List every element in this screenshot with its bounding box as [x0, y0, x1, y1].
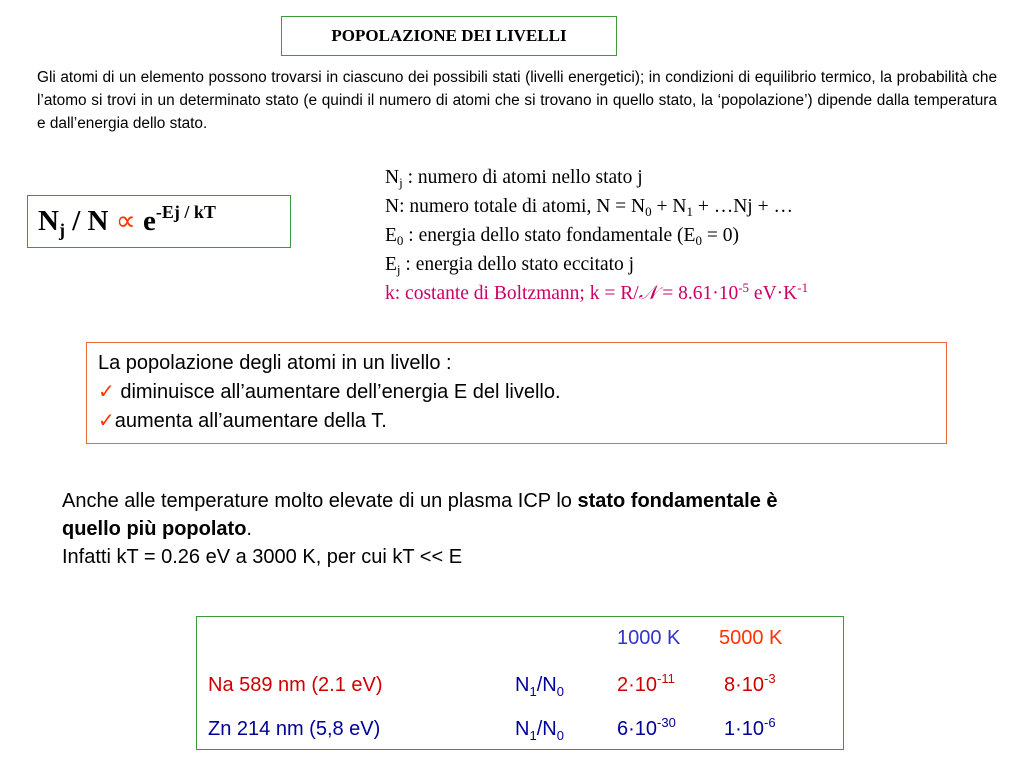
column-header-5000k: 5000 K — [719, 627, 783, 649]
proportional-symbol: ∝ — [115, 206, 136, 237]
definitions-list — [385, 163, 1005, 308]
row-ratio-na: $N_1/N_0$ — [515, 674, 564, 699]
list-item: ✓ diminuisce all’aumentare dell’energia E del livello. — [98, 381, 561, 403]
column-header-1000k: 1000 K — [617, 627, 681, 649]
boltzmann-formula: $N_j / N \propto e^{-Ej / kT}$ — [27, 195, 291, 248]
row-element-na: Na 589 nm (2.1 eV) — [208, 674, 383, 696]
population-heading: La popolazione degli atomi in un livello : — [98, 352, 452, 374]
plasma-paragraph: Anche alle temperature molto elevate di un plasma ICP lo stato fondamentale è quello più popolato. Infatti kT = 0.26 eV a 3000 K, per cui kT << E — [62, 490, 778, 568]
row-value-zn-1000k: $6\cdot 10^{-30}$ — [617, 715, 676, 740]
row-value-zn-5000k: $1\cdot 10^{-6}$ — [724, 715, 776, 740]
definition-nj: $N_j$ : numero di atomi nello stato j — [385, 167, 643, 190]
page-title: POPOLAZIONE DEI LIVELLI — [281, 16, 617, 56]
row-value-na-5000k: $8\cdot 10^{-3}$ — [724, 671, 776, 696]
definition-boltzmann-constant: k: costante di Boltzmann; k = R/𝒩 = $8.61\cdot 10^{-5}$ $eV\cdot K^{-1}$ — [385, 280, 809, 304]
definition-e0: $E_0$ : energia dello stato fondamentale $(E_0 = 0)$ — [385, 225, 739, 248]
definition-n: N: numero totale di atomi, $N = N_0 + N_1$ + …Nj + … — [385, 196, 793, 219]
row-element-zn: Zn 214 nm (5,8 eV) — [208, 718, 381, 740]
list-item: ✓aumenta all’aumentare della T. — [98, 410, 387, 432]
row-value-na-1000k: $2\cdot 10^{-11}$ — [617, 671, 675, 696]
intro-paragraph: Gli atomi di un elemento possono trovarsi in ciascuno dei possibili stati (livelli energetici); in condizioni di equilibrio termico, la probabilità che l’atomo si trovi in un determinato stato (e quindi il numero di atomi che si trovano in quello stato, la ‘popolazione’) dipende dalla temperatura e dall’energia dello stato. — [37, 69, 997, 132]
check-icon: ✓ — [98, 410, 115, 432]
population-ratio-table — [196, 616, 844, 750]
population-box — [86, 342, 947, 444]
definition-ej: $E_j$ : energia dello stato eccitato j — [385, 254, 635, 277]
row-ratio-zn: $N_1/N_0$ — [515, 718, 564, 743]
check-icon: ✓ — [98, 381, 115, 403]
